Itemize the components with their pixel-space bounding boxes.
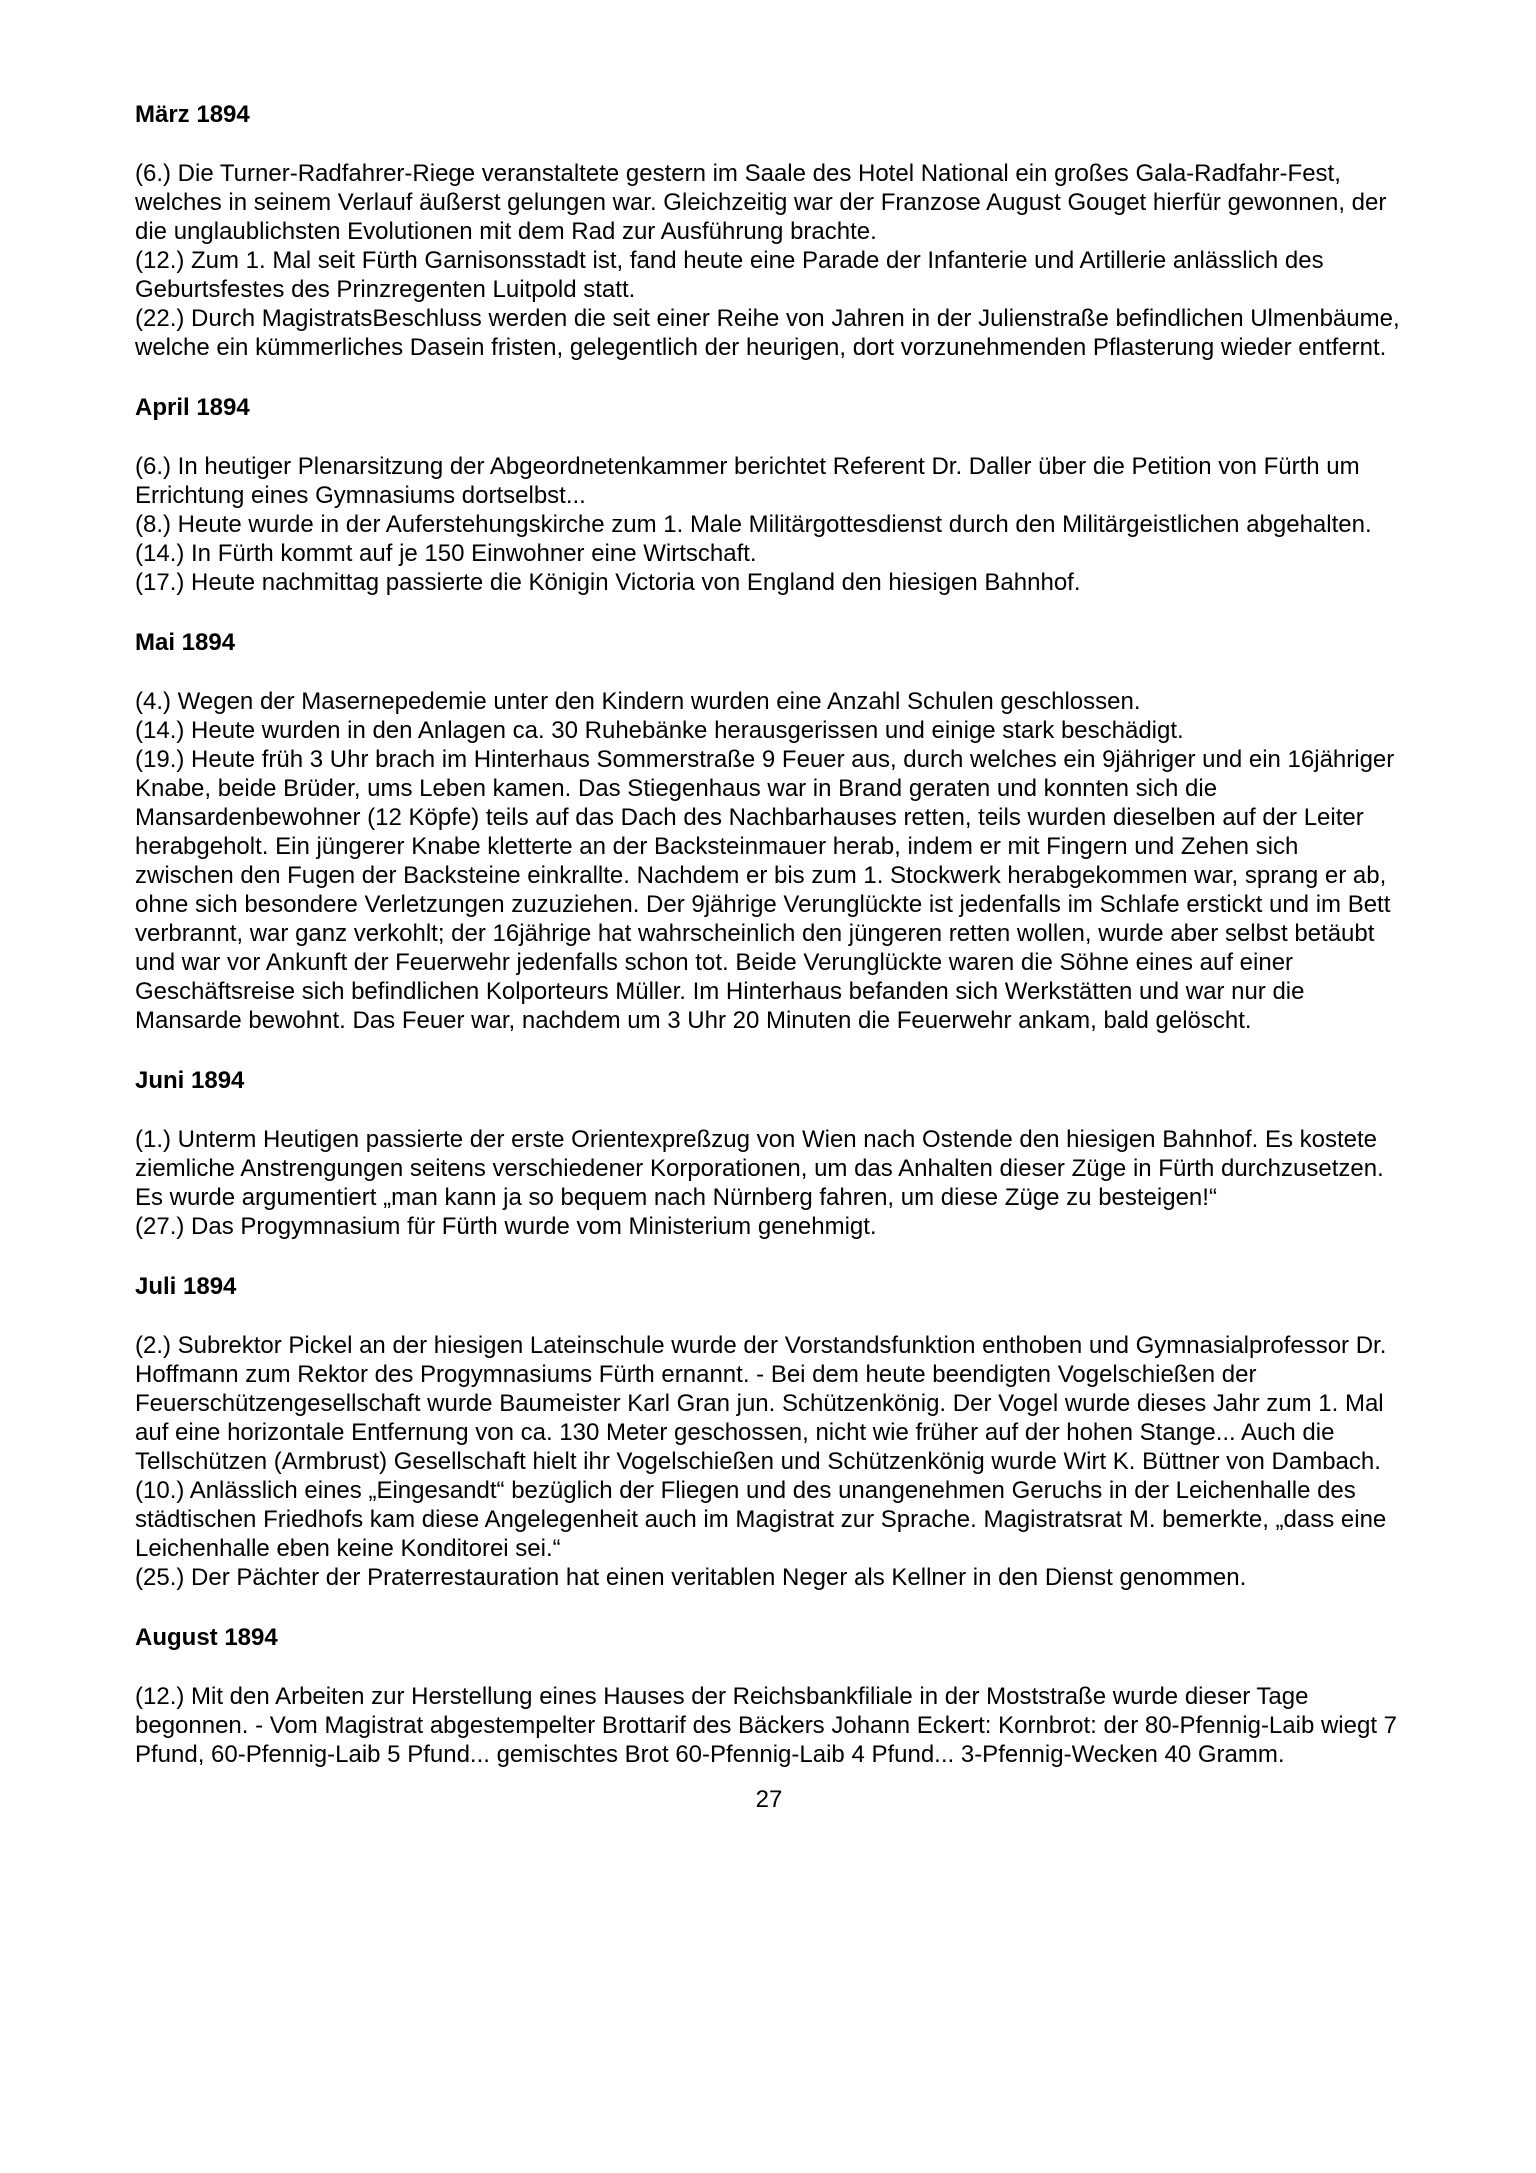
chronicle-entry: (8.) Heute wurde in der Auferstehungskirche zum 1. Male Militärgottesdienst durch den Militärgeistlichen abgehalten. [135,511,1372,538]
month-heading: Juni 1894 [135,1067,245,1094]
chronicle-entry: (14.) Heute wurden in den Anlagen ca. 30 Ruhebänke herausgerissen und einige stark beschädigt. [135,717,1184,744]
chronicle-entry: (27.) Das Progymnasium für Fürth wurde vom Ministerium genehmigt. [135,1213,877,1240]
chronicle-entry: (6.) In heutiger Plenarsitzung der Abgeordnetenkammer berichtet Referent Dr. Daller über die Petition von Fürth um Errichtung eines Gymnasiums dortselbst... [135,453,1360,509]
chronicle-entry: (4.) Wegen der Masernepedemie unter den Kindern wurden eine Anzahl Schulen geschlossen. [135,688,1141,715]
chronicle-entry: (1.) Unterm Heutigen passierte der erste Orientexpreßzug von Wien nach Ostende den hiesigen Bahnhof. Es kostete ziemliche Anstrengungen seitens verschiedener Korporationen, um das Anhalten dieser Züge in Fürth durchzusetzen. Es wurde argumentiert „man kann ja so bequem nach Nürnberg fahren, um diese Züge zu besteigen!“ [135,1126,1384,1211]
chronicle-entry: (12.) Mit den Arbeiten zur Herstellung eines Hauses der Reichsbankfiliale in der Moststraße wurde dieser Tage begonnen. - Vom Magistrat abgestempelter Brottarif des Bäckers Johann Eckert: Kornbrot: der 80-Pfennig-Laib wiegt 7 Pfund, 60-Pfennig-Laib 5 Pfund... gemischtes Brot 60-Pfennig-Laib 4 Pfund... 3-Pfennig-Wecken 40 Gramm. [135,1683,1398,1768]
section-april-1894 [135,393,1403,597]
month-heading: Juli 1894 [135,1273,237,1300]
month-heading: Mai 1894 [135,629,236,656]
chronicle-entry: (22.) Durch MagistratsBeschluss werden die seit einer Reihe von Jahren in der Julienstraße befindlichen Ulmenbäume, welche ein kümmerliches Dasein fristen, gelegentlich der heurigen, dort vorzunehmenden Pflasterung wieder entfernt. [135,305,1400,361]
chronicle-entry: (25.) Der Pächter der Praterrestauration hat einen veritablen Neger als Kellner in den Dienst genommen. [135,1564,1247,1591]
chronicle-entry: (2.) Subrektor Pickel an der hiesigen Lateinschule wurde der Vorstandsfunktion enthoben und Gymnasialprofessor Dr. Hoffmann zum Rektor des Progymnasiums Fürth ernannt. - Bei dem heute beendigten Vogelschießen der Feuerschützengesellschaft wurde Baumeister Karl Gran jun. Schützenkönig. Der Vogel wurde dieses Jahr zum 1. Mal auf eine horizontale Entfernung von ca. 130 Meter geschossen, nicht wie früher auf der hohen Stange... Auch die Tellschützen (Armbrust) Gesellschaft hielt ihr Vogelschießen und Schützenkönig wurde Wirt K. Büttner von Dambach. [135,1332,1387,1475]
section-august-1894 [135,1623,1403,1769]
section-juni-1894 [135,1066,1403,1241]
section-maerz-1894 [135,100,1403,362]
chronicle-entry: (10.) Anlässlich eines „Eingesandt“ bezüglich der Fliegen und des unangenehmen Geruchs in der Leichenhalle des städtischen Friedhofs kam diese Angelegenheit auch im Magistrat zur Sprache. Magistratsrat M. bemerkte, „dass eine Leichenhalle eben keine Konditorei sei.“ [135,1477,1387,1562]
chronicle-entry: (17.) Heute nachmittag passierte die Königin Victoria von England den hiesigen Bahnhof. [135,569,1081,596]
chronicle-entry: (14.) In Fürth kommt auf je 150 Einwohner eine Wirtschaft. [135,540,757,567]
month-heading: März 1894 [135,101,250,128]
chronicle-entry: (6.) Die Turner-Radfahrer-Riege veranstaltete gestern im Saale des Hotel National ein großes Gala-Radfahr-Fest, welches in seinem Verlauf äußerst gelungen war. Gleichzeitig war der Franzose August Gouget hierfür gewonnen, der die unglaublichsten Evolutionen mit dem Rad zur Ausführung brachte. [135,160,1387,245]
chronicle-entry: (19.) Heute früh 3 Uhr brach im Hinterhaus Sommerstraße 9 Feuer aus, durch welches ein 9jähriger und ein 16jähriger Knabe, beide Brüder, ums Leben kamen. Das Stiegenhaus war in Brand geraten und konnten sich die Mansardenbewohner (12 Köpfe) teils auf das Dach des Nachbarhauses retten, teils wurden dieselben auf der Leiter herabgeholt. Ein jüngerer Knabe kletterte an der Backsteinmauer herab, indem er mit Fingern und Zehen sich zwischen den Fugen der Backsteine einkrallte. Nachdem er bis zum 1. Stockwerk herabgekommen war, sprang er ab, ohne sich besondere Verletzungen zuzuziehen. Der 9jährige Verunglückte ist jedenfalls im Schlafe erstickt und im Bett verbrannt, war ganz verkohlt; der 16jährige hat wahrscheinlich den jüngeren retten wollen, wurde aber selbst betäubt und war vor Ankunft der Feuerwehr jedenfalls schon tot. Beide Verunglückte waren die Söhne eines auf einer Geschäftsreise sich befindlichen Kolporteurs Müller. Im Hinterhaus befanden sich Werkstätten und war nur die Mansarde bewohnt. Das Feuer war, nachdem um 3 Uhr 20 Minuten die Feuerwehr ankam, bald gelöscht. [135,746,1395,1034]
section-mai-1894 [135,628,1403,1035]
page-number: 27 [755,1786,783,1813]
chronicle-entry: (12.) Zum 1. Mal seit Fürth Garnisonsstadt ist, fand heute eine Parade der Infanterie und Artillerie anlässlich des Geburtsfestes des Prinzregenten Luitpold statt. [135,247,1324,303]
month-heading: April 1894 [135,394,250,421]
section-juli-1894 [135,1272,1403,1592]
month-heading: August 1894 [135,1624,278,1651]
